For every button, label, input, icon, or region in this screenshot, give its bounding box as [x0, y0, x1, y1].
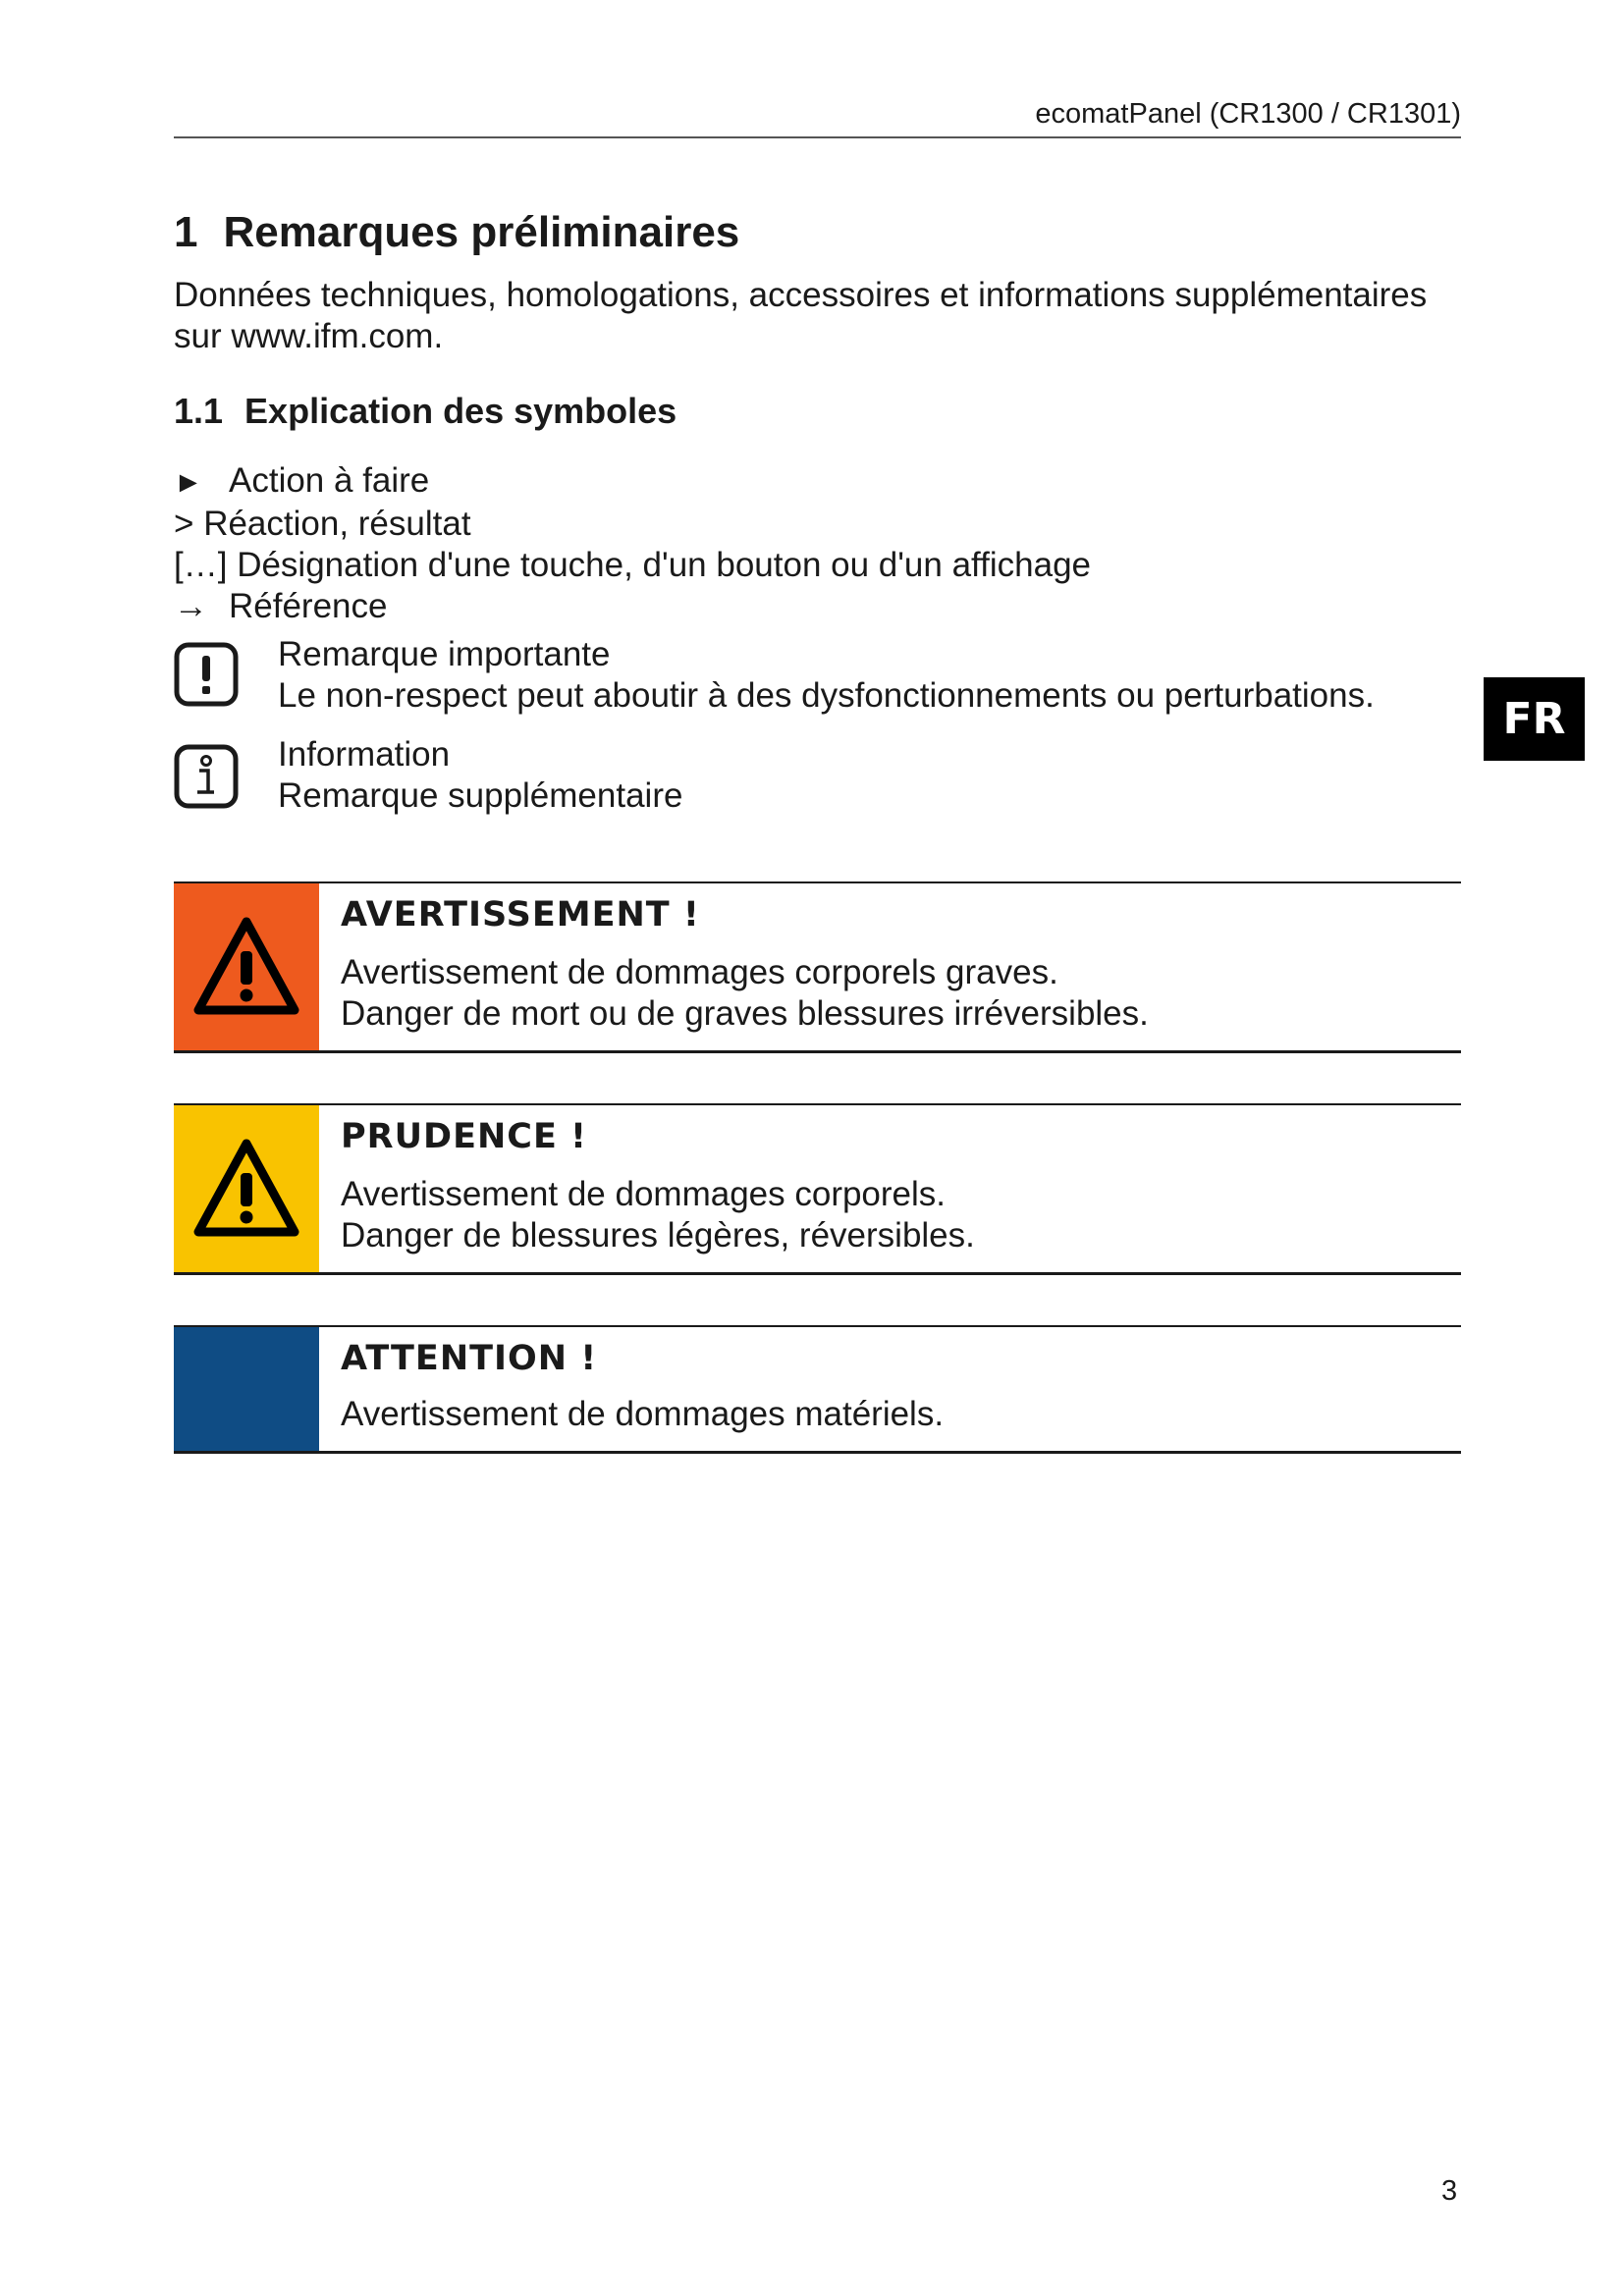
- symbol-list: [174, 460, 1091, 627]
- section-title: Remarques préliminaires: [223, 208, 740, 256]
- warning-line: Danger de mort ou de graves blessures irréversibles.: [341, 994, 1149, 1033]
- warning-body: [341, 1394, 944, 1435]
- subsection-number: 1.1: [174, 391, 224, 431]
- warning-color-block: [174, 1105, 319, 1272]
- note-info-text: [278, 734, 682, 817]
- running-header: ecomatPanel (CR1300 / CR1301): [1035, 98, 1461, 130]
- action-arrow-icon: ►: [174, 466, 203, 499]
- section-number: 1: [174, 208, 198, 256]
- warning-title: AVERTISSEMENT !: [341, 895, 700, 934]
- reference-arrow-icon: →: [174, 587, 208, 625]
- warning-title: PRUDENCE !: [341, 1117, 588, 1156]
- warning-line: Avertissement de dommages corporels.: [341, 1175, 947, 1213]
- note-info-body: Remarque supplémentaire: [278, 776, 683, 815]
- section-heading: [174, 208, 739, 257]
- intro-paragraph: Données techniques, homologations, accessoires et informations supplémentaires sur www.ifm.com.: [174, 276, 1428, 355]
- symbol-reaction: [174, 504, 1091, 545]
- warning-triangle-icon: [192, 916, 300, 1018]
- warning-triangle-icon: [192, 1138, 300, 1240]
- warning-color-block: [174, 1327, 319, 1451]
- note-important-text: [278, 634, 1375, 717]
- symbol-text: Action à faire: [229, 461, 430, 500]
- symbol-text: Référence: [229, 587, 388, 625]
- info-icon: [174, 744, 239, 809]
- note-important-title: Remarque importante: [278, 635, 611, 673]
- symbol-reference: [174, 586, 1091, 627]
- note-important-body: Le non-respect peut aboutir à des dysfonctionnements ou perturbations.: [278, 676, 1375, 715]
- warning-color-block: [174, 883, 319, 1050]
- symbol-action: [174, 460, 1091, 504]
- symbol-key: [174, 545, 1091, 586]
- warning-line: Avertissement de dommages matériels.: [341, 1395, 945, 1433]
- warning-line: Danger de blessures légères, réversibles.: [341, 1216, 975, 1255]
- subsection-title: Explication des symboles: [244, 391, 677, 431]
- exclamation-icon: [174, 642, 239, 707]
- warning-body: [341, 952, 1149, 1035]
- warning-title: ATTENTION !: [341, 1339, 598, 1378]
- reaction-mark: >: [174, 505, 194, 543]
- key-mark: […]: [174, 546, 228, 584]
- warning-body: [341, 1174, 975, 1256]
- note-info-title: Information: [278, 735, 451, 774]
- warning-attention: [174, 1325, 1461, 1454]
- warning-line: Avertissement de dommages corporels graves.: [341, 953, 1058, 991]
- language-tab: FR: [1484, 677, 1585, 761]
- subsection-heading: [174, 391, 677, 432]
- warning-prudence: [174, 1103, 1461, 1275]
- warning-avertissement: [174, 881, 1461, 1053]
- symbol-text: Désignation d'une touche, d'un bouton ou d'un affichage: [237, 546, 1092, 584]
- page-number: 3: [1441, 2175, 1458, 2207]
- header-rule: [174, 136, 1461, 138]
- symbol-text: Réaction, résultat: [203, 505, 471, 543]
